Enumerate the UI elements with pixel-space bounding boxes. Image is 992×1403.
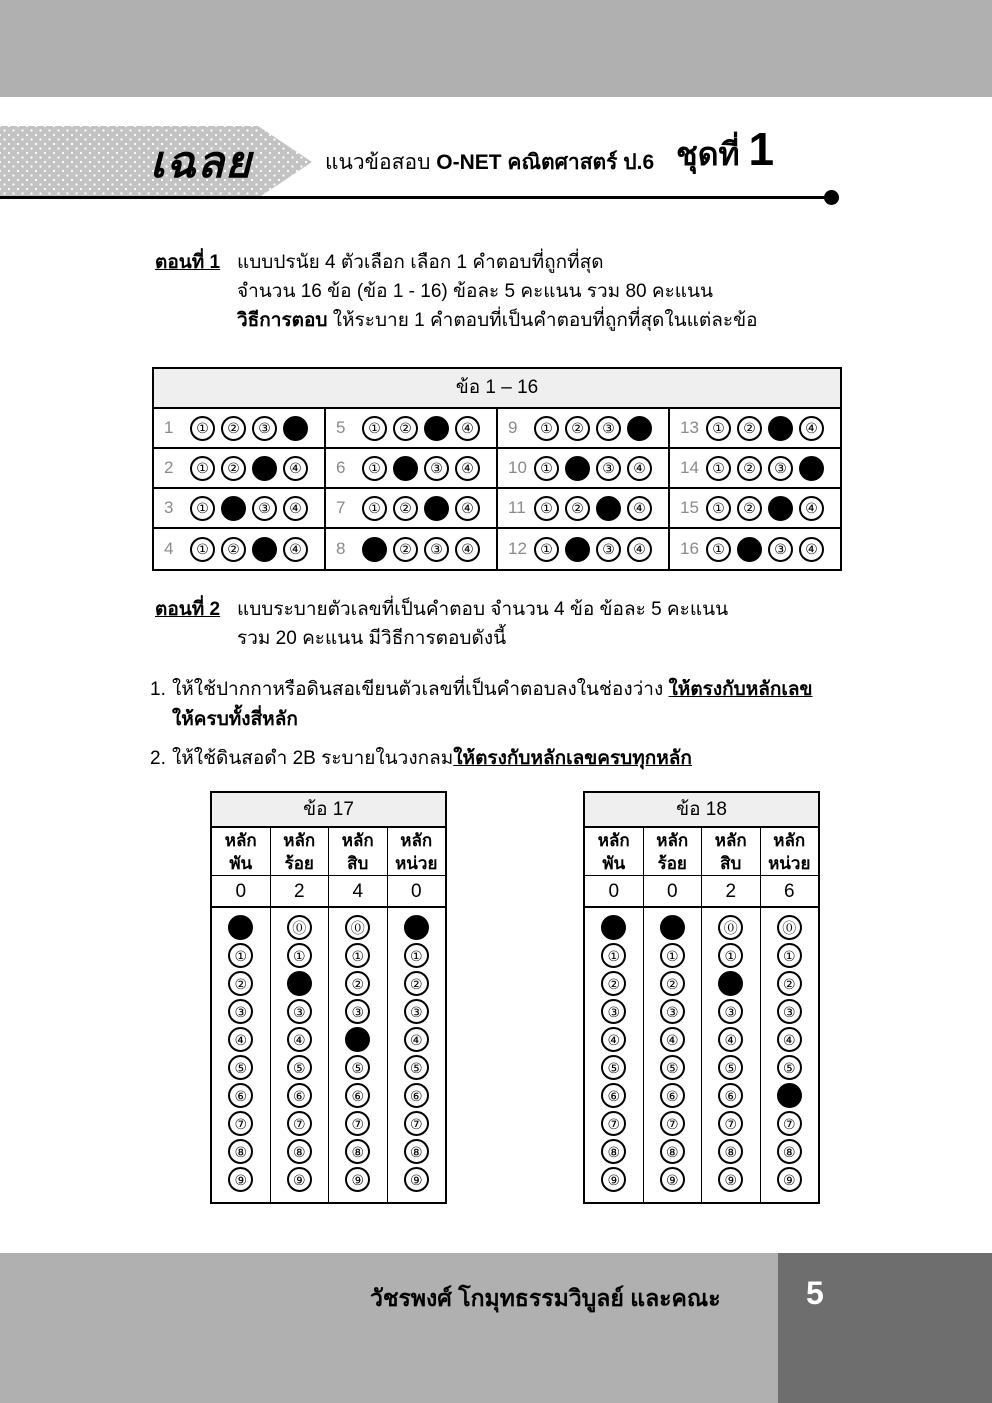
footer-credit: วัชรพงศ์ โกมุทธรรมวิบูลย์ และคณะ [370,1285,721,1311]
option-bubble[interactable]: ① [362,416,387,441]
option-bubble[interactable]: ① [706,416,731,441]
digit-column [761,828,819,1202]
digit-column-header-line-1: หลัก [283,831,316,850]
option-bubble[interactable]: ① [706,496,731,521]
digit-bubble[interactable]: ④ [287,1027,312,1052]
answer-row [498,529,668,569]
instruction-emphasis: ให้ตรงกับหลักเลข [668,679,813,700]
digit-bubble[interactable]: ④ [228,1027,253,1052]
digit-column [585,828,644,1202]
digit-bubble[interactable]: ① [718,943,743,968]
digit-column [644,828,703,1202]
subtitle-prefix: แนวข้อสอบ [325,151,437,174]
digit-bubble-stack [212,908,270,1202]
digit-column-header-line-1: หลัก [400,831,433,850]
question-number: 1 [164,418,174,437]
answer-row [154,449,324,489]
part-1-line-1: แบบปรนัย 4 ตัวเลือก เลือก 1 คำตอบที่ถูกที่สุด [237,252,604,273]
digit-column [212,828,271,1202]
option-bubble-filled[interactable] [627,416,652,441]
part-1-method-label: วิธีการตอบ [237,310,328,331]
digit-column-header-line-1: หลัก [597,831,630,850]
digit-bubble[interactable]: ② [601,971,626,996]
instruction-text [172,744,890,774]
answer-row [154,489,324,529]
digit-bubble[interactable]: ⑤ [228,1055,253,1080]
instruction-text-plain: ให้ใช้ดินสอดำ 2B ระบายในวงกลม [172,748,454,769]
part-2-line-1: แบบระบายตัวเลขที่เป็นคำตอบ จำนวน 4 ข้อ ข้อละ 5 คะแนน [237,599,729,620]
digit-bubble[interactable]: ⑧ [660,1139,685,1164]
digit-column-header-line-1: หลัก [224,831,257,850]
option-bubble[interactable]: ③ [596,537,621,562]
digit-bubble-stack [388,908,446,1202]
digit-bubble[interactable]: ③ [228,999,253,1024]
digit-bubble[interactable]: ⑦ [660,1111,685,1136]
option-bubble[interactable]: ② [393,496,418,521]
digit-bubble[interactable]: ⑤ [345,1055,370,1080]
answer-grid-column [154,409,326,569]
digit-table-title: ข้อ 17 [212,793,445,828]
answer-row [326,449,496,489]
digit-column-header-line-2: สิบ [347,854,369,873]
answer-row [326,409,496,449]
instruction-emphasis-2: ให้ครบทั้งสี่หลัก [172,709,298,730]
question-number: 14 [680,458,699,477]
digit-bubble[interactable]: ⑧ [228,1139,253,1164]
digit-column-header-line-2: พัน [229,854,253,873]
digit-bubble[interactable]: ① [404,943,429,968]
option-bubble[interactable]: ④ [283,456,308,481]
question-number: 11 [508,498,526,517]
option-bubble-filled[interactable] [424,416,449,441]
digit-bubble[interactable]: ⑨ [777,1167,802,1192]
option-bubble[interactable]: ② [393,537,418,562]
question-number: 16 [680,539,699,558]
option-bubble-filled[interactable] [768,496,793,521]
digit-bubble[interactable]: ② [660,971,685,996]
digit-column-header-line-2: ร้อย [657,854,687,873]
option-bubble[interactable]: ① [706,456,731,481]
header-set [676,123,775,176]
digit-bubble[interactable]: ④ [777,1027,802,1052]
digit-bubble[interactable]: ① [660,943,685,968]
option-bubble[interactable]: ③ [768,537,793,562]
option-bubble[interactable]: ② [221,456,246,481]
digit-bubble-stack [644,908,702,1202]
digit-bubble-filled[interactable] [228,915,253,940]
digit-bubble[interactable]: ⑥ [287,1083,312,1108]
answer-row [670,449,840,489]
answer-row [498,489,668,529]
option-bubble[interactable]: ④ [627,537,652,562]
option-bubble[interactable]: ① [534,537,559,562]
digit-column-header-line-1: หลัก [341,831,374,850]
part-1-title: ตอนที่ 1 [155,252,221,273]
part-2-line-2: รวม 20 คะแนน มีวิธีการตอบดังนี้ [237,628,507,649]
digit-bubble[interactable]: ⓪ [718,915,743,940]
page-header [0,123,992,206]
option-bubble-filled[interactable] [768,416,793,441]
digit-bubble[interactable]: ⑤ [287,1055,312,1080]
digit-bubble[interactable]: ③ [287,999,312,1024]
option-bubble[interactable]: ② [737,496,762,521]
option-bubble[interactable]: ① [190,416,215,441]
digit-bubble-stack [702,908,760,1202]
digit-column-header [702,828,760,876]
option-bubble[interactable]: ② [565,416,590,441]
option-bubble[interactable]: ① [362,456,387,481]
digit-bubble[interactable]: ② [345,971,370,996]
digit-bubble[interactable]: ⑥ [718,1083,743,1108]
top-gray-band [0,0,992,97]
digit-bubble[interactable]: ② [404,971,429,996]
digit-bubble-stack [271,908,329,1202]
digit-bubble[interactable]: ⑨ [404,1167,429,1192]
digit-bubble[interactable]: ② [777,971,802,996]
set-label: ชุดที่ [676,136,749,172]
option-bubble[interactable]: ④ [799,537,824,562]
option-bubble[interactable]: ④ [283,496,308,521]
header-subtitle [325,148,654,178]
option-bubble[interactable]: ① [534,456,559,481]
part-2-section [155,595,875,653]
digit-bubble[interactable]: ⑥ [228,1083,253,1108]
option-bubble[interactable]: ④ [799,416,824,441]
digit-bubble[interactable]: ⑨ [601,1167,626,1192]
answer-row [670,489,840,529]
digit-column-header-line-1: หลัก [656,831,689,850]
option-bubble[interactable]: ③ [596,416,621,441]
digit-table-17 [210,791,447,1204]
answer-row [498,449,668,489]
banner-label: เฉลย [150,137,252,188]
digit-column-header [329,828,387,876]
answer-grid-1-16 [152,367,842,571]
answer-grid-column [326,409,498,569]
digit-bubble[interactable]: ⑧ [345,1139,370,1164]
digit-bubble[interactable]: ⑤ [404,1055,429,1080]
digit-bubble[interactable]: ⑧ [718,1139,743,1164]
digit-bubble[interactable]: ⓪ [777,915,802,940]
part-2-title: ตอนที่ 2 [155,599,221,620]
instruction-emphasis: ให้ตรงกับหลักเลขครบทุกหลัก [453,748,692,769]
part-2-instructions [150,675,890,783]
option-bubble-filled[interactable] [252,537,277,562]
part-1-section [155,248,875,335]
question-number: 3 [164,498,174,517]
digit-answer-value: 2 [702,876,760,908]
digit-column-header [212,828,270,876]
option-bubble-filled[interactable] [283,416,308,441]
option-bubble[interactable]: ③ [768,456,793,481]
digit-bubble-stack [329,908,387,1202]
option-bubble[interactable]: ④ [455,496,480,521]
digit-bubble[interactable]: ⑦ [345,1111,370,1136]
digit-bubble[interactable]: ⑤ [660,1055,685,1080]
digit-table-title: ข้อ 18 [585,793,818,828]
answer-grid-column [498,409,670,569]
digit-bubble[interactable]: ⑥ [404,1083,429,1108]
answer-row [498,409,668,449]
digit-bubble-filled[interactable] [718,971,743,996]
digit-bubble[interactable]: ⑥ [660,1083,685,1108]
digit-column-header [271,828,329,876]
digit-answer-value: 2 [271,876,329,908]
set-number: 1 [748,123,775,175]
digit-bubble[interactable]: ④ [404,1027,429,1052]
digit-bubble[interactable]: ⑨ [660,1167,685,1192]
option-bubble[interactable]: ③ [424,456,449,481]
digit-bubble-filled[interactable] [660,915,685,940]
digit-column [388,828,446,1202]
digit-bubble[interactable]: ⑦ [404,1111,429,1136]
digit-answer-value: 0 [212,876,270,908]
digit-column-header [761,828,819,876]
digit-bubble[interactable]: ⑦ [777,1111,802,1136]
digit-column-header-line-2: พัน [602,854,626,873]
digit-bubble[interactable]: ④ [601,1027,626,1052]
option-bubble[interactable]: ④ [283,537,308,562]
question-number: 15 [680,498,699,517]
digit-bubble[interactable]: ⑧ [601,1139,626,1164]
instruction-item [150,675,890,735]
digit-bubble[interactable]: ① [601,943,626,968]
digit-column-header [388,828,446,876]
digit-bubble[interactable]: ⑧ [287,1139,312,1164]
answer-row [326,529,496,569]
digit-bubble-filled[interactable] [404,915,429,940]
option-bubble[interactable]: ③ [252,416,277,441]
digit-bubble[interactable]: ⑥ [345,1083,370,1108]
digit-answer-value: 0 [585,876,643,908]
option-bubble[interactable]: ② [393,416,418,441]
digit-bubble[interactable]: ⑨ [228,1167,253,1192]
question-number: 5 [336,418,346,437]
digit-column-header-line-2: ร้อย [284,854,314,873]
part-1-method-text: ให้ระบาย 1 คำตอบที่เป็นคำตอบที่ถูกที่สุดในแต่ละข้อ [327,310,758,331]
digit-table-columns [212,828,445,1202]
digit-table-18 [583,791,820,1204]
digit-bubble[interactable]: ⑧ [404,1139,429,1164]
answer-row [154,529,324,569]
option-bubble-filled[interactable] [362,537,387,562]
option-bubble[interactable]: ④ [455,456,480,481]
digit-bubble[interactable]: ⑤ [718,1055,743,1080]
option-bubble-filled[interactable] [252,456,277,481]
page-number: 5 [806,1275,824,1311]
digit-column-header-line-1: หลัก [714,831,747,850]
option-bubble[interactable]: ② [737,456,762,481]
digit-bubble[interactable]: ⑨ [345,1167,370,1192]
digit-bubble[interactable]: ⑧ [777,1139,802,1164]
option-bubble[interactable]: ④ [799,496,824,521]
digit-bubble[interactable]: ④ [660,1027,685,1052]
digit-answer-value: 4 [329,876,387,908]
digit-bubble[interactable]: ⑦ [228,1111,253,1136]
digit-bubble[interactable]: ④ [718,1027,743,1052]
option-bubble-filled[interactable] [799,456,824,481]
option-bubble[interactable]: ③ [596,456,621,481]
option-bubble-filled[interactable] [221,496,246,521]
question-number: 13 [680,418,699,437]
option-bubble-filled[interactable] [393,456,418,481]
option-bubble[interactable]: ④ [627,456,652,481]
answer-grid-header: ข้อ 1 – 16 [154,369,840,409]
digit-bubble[interactable]: ② [228,971,253,996]
question-number: 2 [164,458,174,477]
answer-row [154,409,324,449]
digit-bubble-filled[interactable] [601,915,626,940]
instruction-text [172,675,890,735]
option-bubble[interactable]: ④ [455,416,480,441]
digit-bubble[interactable]: ⑨ [718,1167,743,1192]
option-bubble[interactable]: ① [534,416,559,441]
subtitle-subject: คณิตศาสตร์ ป.6 [507,151,655,174]
header-rule [0,196,832,199]
question-number: 8 [336,539,346,558]
digit-bubble[interactable]: ③ [601,999,626,1024]
question-number: 7 [336,498,346,517]
digit-bubble[interactable]: ⓪ [345,915,370,940]
digit-column-header [644,828,702,876]
digit-bubble[interactable]: ⑤ [777,1055,802,1080]
option-bubble-filled[interactable] [596,496,621,521]
digit-bubble[interactable]: ⓪ [287,915,312,940]
digit-bubble-filled[interactable] [777,1083,802,1108]
answer-row [670,529,840,569]
digit-column-header [585,828,643,876]
digit-bubble[interactable]: ③ [718,999,743,1024]
digit-bubble[interactable]: ① [345,943,370,968]
option-bubble[interactable]: ① [534,496,559,521]
question-number: 12 [508,539,527,558]
option-bubble[interactable]: ① [706,537,731,562]
header-rule-dot [824,190,839,205]
option-bubble[interactable]: ③ [252,496,277,521]
digit-bubble-filled[interactable] [345,1027,370,1052]
option-bubble[interactable]: ④ [627,496,652,521]
digit-answer-value: 0 [644,876,702,908]
digit-column-header-line-2: สิบ [720,854,742,873]
option-bubble-filled[interactable] [565,537,590,562]
answer-row [670,409,840,449]
question-number: 6 [336,458,346,477]
digit-table-columns [585,828,818,1202]
digit-bubble[interactable]: ③ [404,999,429,1024]
digit-bubble[interactable]: ⑤ [601,1055,626,1080]
digit-column [271,828,330,1202]
digit-bubble-filled[interactable] [287,971,312,996]
option-bubble[interactable]: ② [737,416,762,441]
digit-bubble[interactable]: ③ [345,999,370,1024]
digit-bubble[interactable]: ⑦ [601,1111,626,1136]
option-bubble[interactable]: ② [221,537,246,562]
instruction-item [150,744,890,774]
subtitle-exam: O-NET [436,151,508,174]
option-bubble-filled[interactable] [737,537,762,562]
option-bubble-filled[interactable] [565,456,590,481]
digit-bubble[interactable]: ① [777,943,802,968]
digit-bubble[interactable]: ⑦ [287,1111,312,1136]
digit-answer-value: 0 [388,876,446,908]
option-bubble-filled[interactable] [424,496,449,521]
option-bubble[interactable]: ② [221,416,246,441]
option-bubble[interactable]: ④ [455,537,480,562]
option-bubble[interactable]: ① [362,496,387,521]
digit-column-header-line-2: หน่วย [768,854,811,873]
question-number: 10 [508,458,527,477]
digit-bubble[interactable]: ③ [660,999,685,1024]
question-number: 9 [508,418,518,437]
digit-column [702,828,761,1202]
digit-bubble[interactable]: ① [287,943,312,968]
answer-row [326,489,496,529]
digit-answer-value: 6 [761,876,819,908]
digit-bubble-stack [761,908,819,1202]
option-bubble[interactable]: ② [565,496,590,521]
option-bubble[interactable]: ③ [424,537,449,562]
option-bubble[interactable]: ① [190,456,215,481]
instruction-number: 1. [150,679,166,700]
instruction-number: 2. [150,748,166,769]
option-bubble[interactable]: ① [190,496,215,521]
instruction-text-plain: ให้ใช้ปากกาหรือดินสอเขียนตัวเลขที่เป็นคำตอบลงในช่องว่าง [172,679,669,700]
digit-column [329,828,388,1202]
digit-bubble[interactable]: ⑥ [601,1083,626,1108]
part-1-line-3 [237,306,875,335]
answer-grid-body [154,409,840,569]
digit-bubble[interactable]: ③ [777,999,802,1024]
digit-column-header-line-1: หลัก [773,831,806,850]
digit-bubble[interactable]: ⑦ [718,1111,743,1136]
digit-bubble[interactable]: ① [228,943,253,968]
question-number: 4 [164,539,174,558]
option-bubble[interactable]: ① [190,537,215,562]
digit-bubble[interactable]: ⑨ [287,1167,312,1192]
answer-grid-column [670,409,840,569]
digit-bubble-stack [585,908,643,1202]
part-1-line-2: จำนวน 16 ข้อ (ข้อ 1 - 16) ข้อละ 5 คะแนน รวม 80 คะแนน [237,281,714,302]
digit-column-header-line-2: หน่วย [395,854,438,873]
